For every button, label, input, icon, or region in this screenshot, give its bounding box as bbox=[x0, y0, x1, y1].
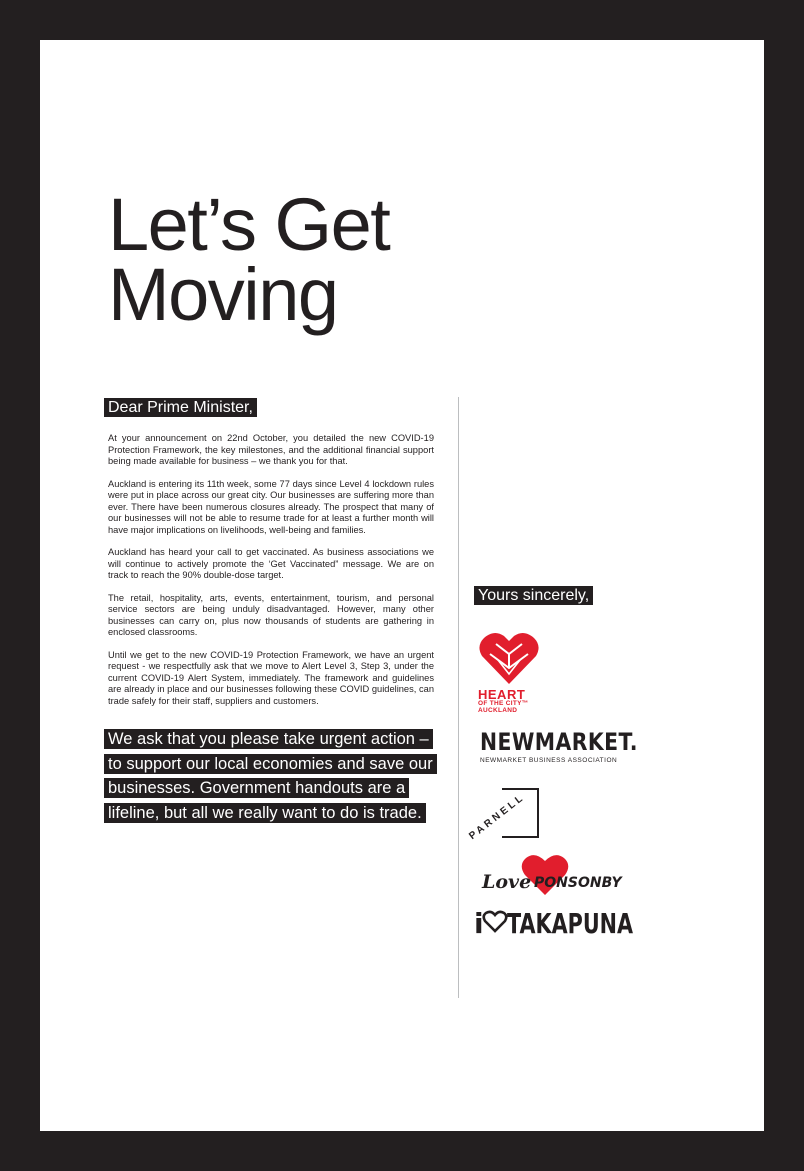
parnell-logo bbox=[467, 785, 542, 845]
letter-paragraph-3: Auckland has heard your call to get vaccinated. As business associations we will continue to actively promote the ‘Get Vaccinated” message. We are on track to reach the 90% double-dose target. bbox=[108, 547, 434, 580]
letter-paragraph-1: At your announcement on 22nd October, you detailed the new COVID-19 Protection Framework, the key milestones, and the additional financial support being made available for business – we thank you for that. bbox=[108, 433, 434, 466]
heart-of-the-city-icon bbox=[478, 630, 540, 686]
heart-outline-icon bbox=[482, 910, 508, 939]
i-love-takapuna-logo bbox=[474, 906, 677, 942]
column-divider bbox=[458, 397, 459, 998]
headline-line-2: Moving bbox=[108, 253, 338, 336]
headline-line-1: Let’s Get bbox=[108, 183, 390, 266]
love-ponsonby-logo bbox=[480, 853, 622, 899]
signoff: Yours sincerely, bbox=[474, 585, 593, 607]
hotc-line-3: AUCKLAND bbox=[478, 706, 518, 714]
salutation: Dear Prime Minister, bbox=[104, 397, 434, 419]
takapuna-i: i bbox=[474, 907, 484, 940]
letter-paragraph-2: Auckland is entering its 11th week, some 77 days since Level 4 lockdown rules were put in place across our great city. Our businesses are suffering more than ever. There have been numerous closures already. The prospect that many of our businesses will not be able to resume trade for at least a further month will have major implications on livelihoods, well-being and families. bbox=[108, 478, 434, 535]
advertisement-page bbox=[40, 40, 764, 1131]
ponsonby-name: PONSONBY bbox=[534, 875, 622, 891]
parnell-wordmark: PARNELL bbox=[467, 791, 528, 842]
newmarket-wordmark: NEWMARKET. bbox=[480, 728, 638, 756]
ponsonby-love: Love bbox=[482, 871, 532, 893]
letter-paragraph-5: Until we get to the new COVID-19 Protection Framework, we have an urgent request - we respectfully ask that we move to Alert Level 3, Step 3, under the current COVID-19 Alert System, immediately. The framework and guidelines are already in place and our businesses following these COVID guidelines, can trade safely for their staff, suppliers and customers. bbox=[108, 649, 434, 706]
hotc-line-1: HEART bbox=[478, 687, 526, 702]
appeal-statement: We ask that you please take urgent action – to support our local economies and save our businesses. Government handouts are a lifeline, but all we really want to do is trade. bbox=[104, 727, 434, 825]
open-letter bbox=[108, 397, 434, 825]
headline bbox=[108, 183, 390, 336]
newmarket-logo bbox=[480, 730, 666, 764]
letter-paragraph-4: The retail, hospitality, arts, events, entertainment, tourism, and personal service sectors are being unduly disadvantaged. However, many other businesses can carry on, plus now thousands of students are gathering in enclosed classrooms. bbox=[108, 592, 434, 637]
heart-of-the-city-logo bbox=[478, 630, 588, 720]
newmarket-subtitle: NEWMARKET BUSINESS ASSOCIATION bbox=[480, 757, 618, 764]
hotc-line-2: OF THE CITY™ bbox=[478, 700, 529, 707]
takapuna-wordmark: TAKAPUNA bbox=[506, 907, 633, 940]
